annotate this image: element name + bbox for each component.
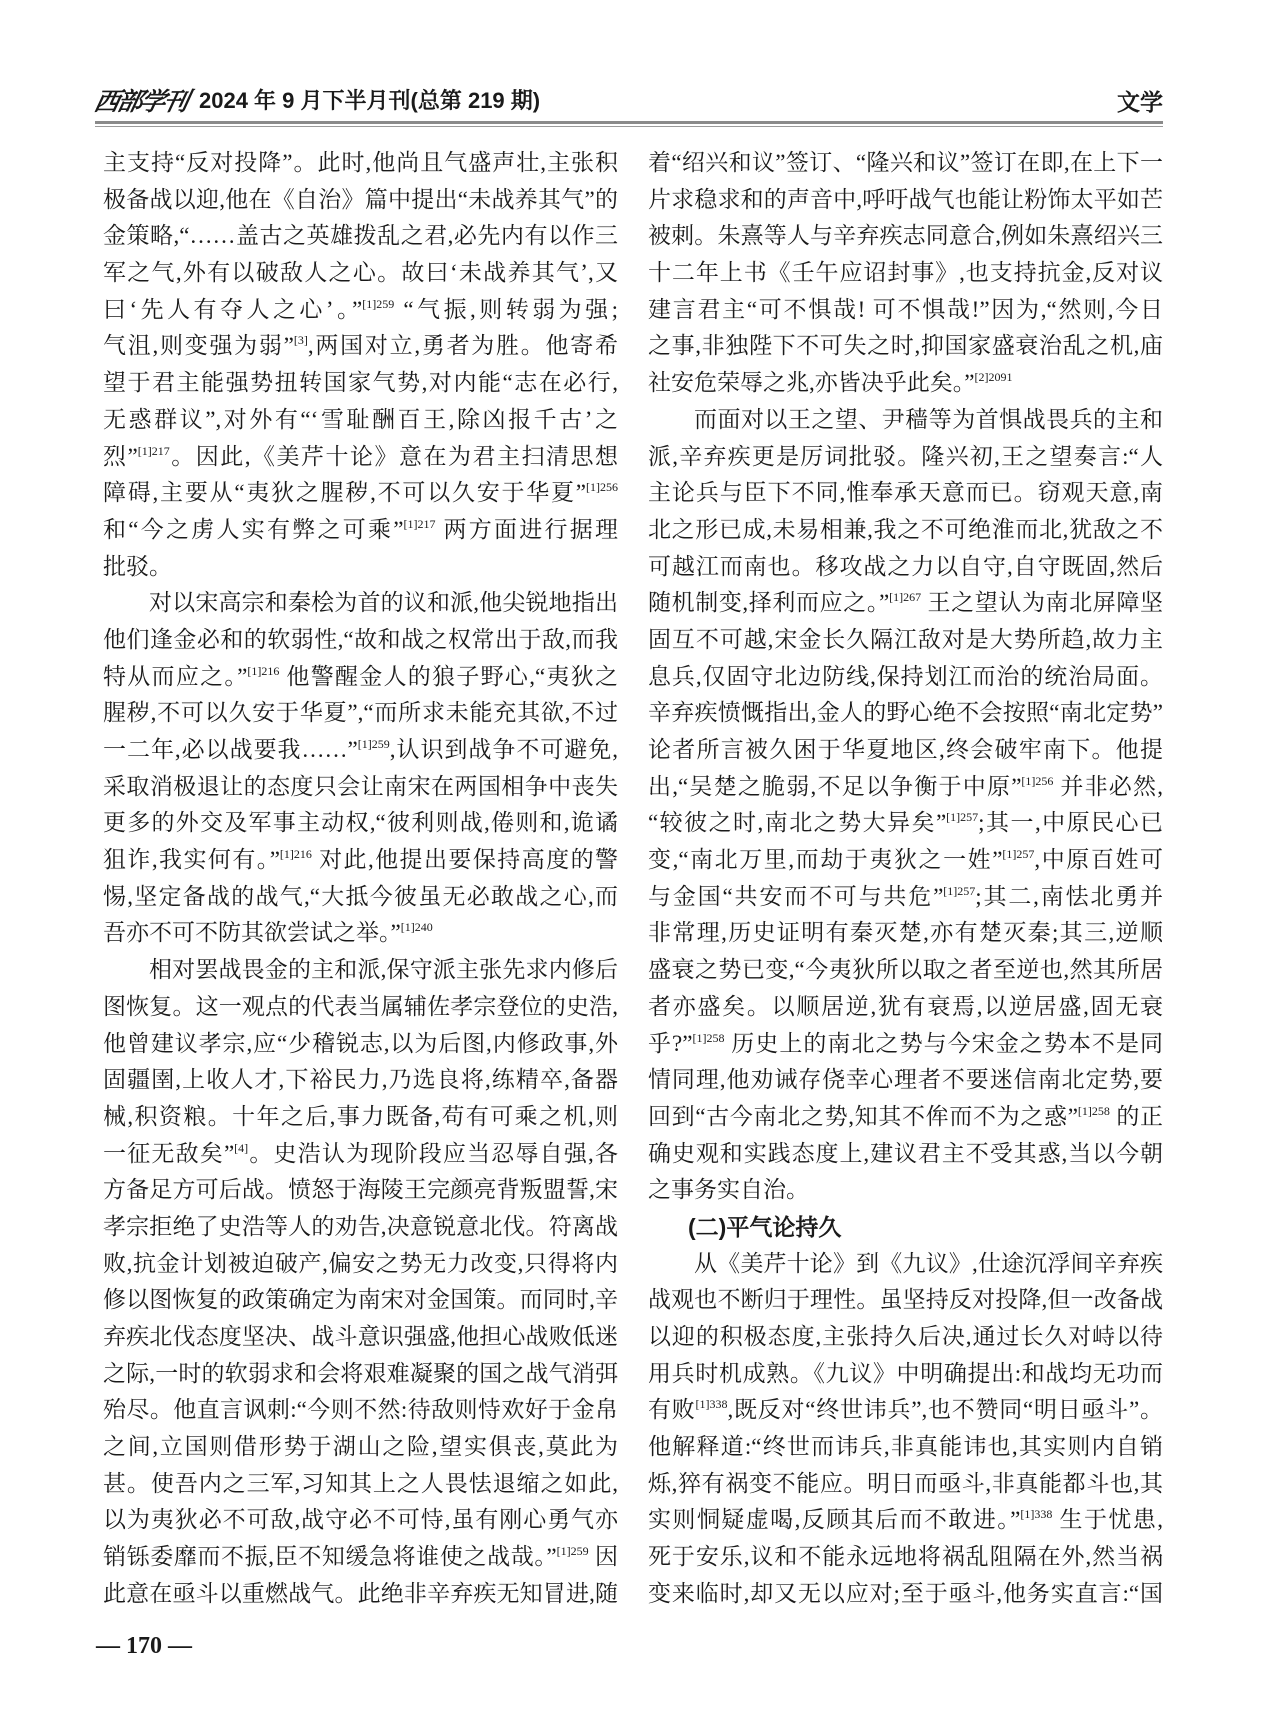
text-line xyxy=(648,1466,1163,1503)
text-line xyxy=(648,879,1163,916)
text-run: 历史上的南北之势与今宋金之势本不是同 xyxy=(724,1030,1163,1056)
text-run: 论者所言被久困于华夏地区,终会破牢南下。他提 xyxy=(648,737,1163,762)
text-line xyxy=(648,1576,1163,1613)
text-run: 他们逢金必和的软弱性,“故和战之权常出于敌,而我 xyxy=(103,626,618,652)
text-line xyxy=(648,439,1163,476)
text-run: 特从而应之。” xyxy=(103,663,248,689)
text-line xyxy=(648,585,1163,622)
text-line xyxy=(103,1356,618,1393)
header-rule xyxy=(95,121,1163,124)
citation-superscript: [1]257 xyxy=(946,810,979,825)
text-line xyxy=(648,475,1163,512)
text-run: 实则恫疑虚喝,反顾其后而不敢进。” xyxy=(648,1507,1021,1533)
text-run: 吾亦不可不防其欲尝试之举。” xyxy=(103,920,401,946)
text-run: 因 xyxy=(588,1544,618,1570)
text-line xyxy=(648,622,1163,659)
text-line xyxy=(103,1099,618,1136)
text-line xyxy=(103,1282,618,1319)
text-run: 曰‘先人有夺人之心’。” xyxy=(103,296,363,322)
left-column xyxy=(103,145,618,1613)
text-run: 回到“古今南北之势,知其不侔而不为之惑” xyxy=(648,1103,1078,1129)
citation-superscript: [1]258 xyxy=(692,1030,725,1045)
text-run: ;其二,南怯北勇并 xyxy=(975,883,1163,909)
citation-superscript: [1]240 xyxy=(400,920,433,935)
text-line xyxy=(103,218,618,255)
text-run: 非常理,历史证明有秦灭楚,亦有楚灭秦;其三,逆顺 xyxy=(648,920,1163,946)
text-line xyxy=(648,1319,1163,1356)
text-run: 军之气,外有以破敌人之心。故曰‘未战养其气’,又 xyxy=(103,260,618,286)
text-line xyxy=(103,1246,618,1283)
text-run: 有败 xyxy=(648,1397,696,1423)
text-line xyxy=(648,1026,1163,1063)
text-line xyxy=(103,1576,618,1613)
text-line xyxy=(648,989,1163,1026)
text-run: 方备足方可后战。愤怒于海陵王完颜亮背叛盟誓,宋 xyxy=(103,1177,618,1203)
citation-superscript: [1]259 xyxy=(357,737,390,751)
text-line xyxy=(103,1539,618,1576)
citation-superscript: [1]257 xyxy=(1002,847,1035,862)
text-line xyxy=(103,622,618,659)
text-line xyxy=(103,659,618,696)
text-run: 两方面进行据理 xyxy=(435,516,618,542)
text-line xyxy=(103,1026,618,1063)
page-number: — 170 — xyxy=(96,1633,192,1659)
text-line xyxy=(103,365,618,402)
text-run: ,既反对“终世讳兵”,也不赞同“明日亟斗”。 xyxy=(727,1397,1163,1423)
text-run: 被刺。朱熹等人与辛弃疾志同意合,例如朱熹绍兴三 xyxy=(648,223,1163,249)
text-run: 派,辛弃疾更是厉词批驳。隆兴初,王之望奏言:“人 xyxy=(648,443,1163,469)
text-line xyxy=(648,915,1163,952)
text-line xyxy=(103,842,618,879)
text-run: 他曾建议孝宗,应“少稽锐志,以为后图,内修政事,外 xyxy=(103,1030,618,1056)
text-line xyxy=(103,512,618,549)
text-run: 变,“南北万里,而劫于夷狄之一姓” xyxy=(648,847,1003,873)
text-run: 之事,非独陛下不可失之时,抑国家盛衰治乱之机,庙 xyxy=(648,333,1163,359)
text-line xyxy=(648,549,1163,586)
text-line xyxy=(103,879,618,916)
text-line xyxy=(103,915,618,952)
text-run: 金策略,“……盖古之英雄拨乱之君,必先内有以作三 xyxy=(103,223,618,249)
text-line xyxy=(648,255,1163,292)
text-run: 惕,坚定备战的战气,“大抵今彼虽无必敢战之心,而 xyxy=(103,883,618,909)
text-line xyxy=(103,328,618,365)
text-line xyxy=(103,439,618,476)
text-run: 对此,他提出要保持高度的警 xyxy=(311,847,618,873)
text-run: 障碍,主要从“夷狄之腥秽,不可以久安于华夏” xyxy=(103,480,586,506)
text-run: 更多的外交及军事主动权,“彼利则战,倦则和,诡谲 xyxy=(103,810,618,836)
text-run: 并非必然, xyxy=(1053,773,1163,799)
citation-superscript: [1]216 xyxy=(247,663,280,678)
text-run: 从《美芹十论》到《九议》,仕途沉浮间辛弃疾 xyxy=(694,1250,1163,1276)
text-line xyxy=(648,952,1163,989)
text-run: 盛衰之势已变,“今夷狄所以取之者至逆也,然其所居 xyxy=(648,957,1163,983)
text-line xyxy=(103,402,618,439)
text-run: 败,抗金计划被迫破产,偏安之势无力改变,只得将内 xyxy=(103,1250,618,1276)
text-line xyxy=(103,145,618,182)
text-run: 殆尽。他直言讽刺:“今则不然:待敌则恃欢好于金帛 xyxy=(103,1397,618,1423)
running-header xyxy=(91,82,1163,118)
text-run: “气振,则转弱为强; xyxy=(394,296,618,322)
text-run: 气沮,则变强为弱” xyxy=(103,333,294,359)
text-line xyxy=(648,769,1163,806)
text-run: 北之形已成,未易相兼,我之不可绝淮而北,犹敌之不 xyxy=(648,516,1163,542)
text-line xyxy=(648,145,1163,182)
text-run: 变来临时,却又无以应对;至于亟斗,他务实直言:“国 xyxy=(648,1580,1163,1606)
text-run: 乎?” xyxy=(648,1030,693,1056)
citation-superscript: [1]256 xyxy=(1021,773,1054,788)
citation-superscript: [2]2091 xyxy=(974,370,1013,385)
text-run: 对以宋高宗和秦桧为首的议和派,他尖锐地指出 xyxy=(149,590,618,616)
citation-superscript: [1]259 xyxy=(556,1544,589,1559)
text-run: 望于君主能强势扭转国家气势,对内能“志在必行, xyxy=(103,370,618,396)
citation-superscript: [1]258 xyxy=(1077,1103,1110,1118)
text-run: 腥秽,不可以久安于华夏”,“而所求未能充其欲,不过 xyxy=(103,700,618,726)
text-run: 王之望认为南北屏障坚 xyxy=(921,590,1163,616)
text-run: 甚。使吾内之三军,习知其上之人畏怯退缩之如此, xyxy=(103,1470,618,1496)
text-run: 用兵时机成熟。《九议》中明确提出:和战均无功而 xyxy=(648,1360,1163,1386)
text-run: 主论兵与臣下不同,惟奉承天意而已。窃观天意,南 xyxy=(648,480,1163,506)
text-run: 批驳。 xyxy=(103,553,172,579)
text-line xyxy=(648,512,1163,549)
text-line xyxy=(648,365,1163,402)
text-run: 者亦盛矣。以顺居逆,犹有衰焉,以逆居盛,固无衰 xyxy=(648,993,1163,1019)
text-line xyxy=(648,695,1163,732)
citation-superscript: [1]267 xyxy=(889,590,922,605)
text-line xyxy=(103,1319,618,1356)
text-line xyxy=(103,182,618,219)
citation-superscript: [1]338 xyxy=(695,1397,728,1412)
text-line xyxy=(103,1172,618,1209)
text-line xyxy=(648,805,1163,842)
text-run: 修以图恢复的政策确定为南宋对金国策。而同时,辛 xyxy=(103,1287,618,1313)
text-line xyxy=(648,1539,1163,1576)
text-run: 和“今之虏人实有弊之可乘” xyxy=(103,516,404,542)
issue-info: 2024 年 9 月下半月刊(总第 219 期) xyxy=(199,88,541,113)
text-run: 之间,立国则借形势于湖山之险,望实俱丧,莫此为 xyxy=(103,1434,618,1460)
text-line xyxy=(103,805,618,842)
text-line xyxy=(648,1136,1163,1173)
text-run: 辛弃疾愤慨指出,金人的野心绝不会按照“南北定势” xyxy=(648,700,1163,726)
citation-superscript: [1]217 xyxy=(137,443,170,458)
text-run: 随机制变,择利而应之。” xyxy=(648,590,890,616)
text-run: 而面对以王之望、尹穑等为首惧战畏兵的主和 xyxy=(694,406,1163,432)
text-run: ,两国对立,勇者为胜。他寄希 xyxy=(307,333,618,359)
text-run: 。因此,《美芹十论》意在为君主扫清思想 xyxy=(169,443,618,469)
citation-superscript: [1]217 xyxy=(403,516,436,531)
text-run: 烈” xyxy=(103,443,138,469)
text-run: 相对罢战畏金的主和派,保守派主张先求内修后 xyxy=(149,957,618,983)
text-run: “较彼之时,南北之势大异矣” xyxy=(648,810,947,836)
text-line xyxy=(103,1429,618,1466)
text-line xyxy=(648,1282,1163,1319)
text-line xyxy=(103,1502,618,1539)
text-line xyxy=(648,1246,1163,1283)
text-run: 生于忧患, xyxy=(1052,1507,1163,1533)
text-line xyxy=(103,1209,618,1246)
journal-logo: 西部学刊 xyxy=(91,89,190,116)
text-run: 一征无敌矣” xyxy=(103,1140,235,1166)
text-run: 极备战以迎,他在《自治》篇中提出“未战养其气”的 xyxy=(103,186,618,212)
text-line xyxy=(648,182,1163,219)
text-run: 息兵,仅固守北边防线,保持划江而治的统治局面。 xyxy=(648,663,1163,689)
text-run: 械,积资粮。十年之后,事力既备,苟有可乘之机,则 xyxy=(103,1103,618,1129)
right-column xyxy=(648,145,1163,1613)
text-run: 确史观和实践态度上,建议君主不受其惑,当以今朝 xyxy=(648,1140,1163,1166)
text-line xyxy=(103,1466,618,1503)
text-line xyxy=(648,1502,1163,1539)
text-run: 十二年上书《壬午应诏封事》,也支持抗金,反对议 xyxy=(648,260,1163,286)
text-run: ;其一,中原民心已 xyxy=(978,810,1163,836)
text-line xyxy=(648,1429,1163,1466)
text-line xyxy=(648,1099,1163,1136)
text-line xyxy=(103,585,618,622)
text-run: 着“绍兴和议”签订、“隆兴和议”签订在即,在上下一 xyxy=(648,150,1163,175)
text-line xyxy=(648,328,1163,365)
text-run: 无惑群议”,对外有“‘雪耻酬百王,除凶报千古’之 xyxy=(103,406,618,432)
text-run: 建言君主“可不惧哉! 可不惧哉!”因为,“然则,今日 xyxy=(648,296,1163,322)
text-run: ,中原百姓可 xyxy=(1034,847,1163,873)
text-run: 战观也不断归于理性。虽坚持反对投降,但一改备战 xyxy=(648,1287,1163,1313)
text-line xyxy=(648,218,1163,255)
citation-superscript: [1]338 xyxy=(1020,1507,1053,1522)
citation-superscript: [4] xyxy=(234,1140,249,1155)
text-run: 死于安乐,议和不能永远地将祸乱阻隔在外,然当祸 xyxy=(648,1544,1163,1570)
section-label: 文学 xyxy=(1117,89,1163,115)
text-run: 。史浩认为现阶段应当忍辱自强,各 xyxy=(248,1140,618,1166)
text-run: 弃疾北伐态度坚决、战斗意识强盛,他担心战败低迷 xyxy=(103,1324,618,1349)
text-line xyxy=(103,1062,618,1099)
text-line xyxy=(648,402,1163,439)
text-line xyxy=(648,732,1163,769)
text-run: 狙诈,我实何有。” xyxy=(103,847,280,873)
text-line xyxy=(648,1172,1163,1209)
text-run: 他警醒金人的狼子野心,“夷狄之 xyxy=(279,663,618,689)
text-run: 之际,一时的软弱求和会将艰难凝聚的国之战气消弭 xyxy=(103,1360,618,1386)
text-run: 图恢复。这一观点的代表当属辅佐孝宗登位的史浩, xyxy=(103,993,618,1019)
text-run: 孝宗拒绝了史浩等人的劝告,决意锐意北伐。符离战 xyxy=(103,1213,618,1239)
text-run: 主支持“反对投降”。此时,他尚且气盛声壮,主张积 xyxy=(103,150,618,175)
text-line xyxy=(648,1392,1163,1429)
text-line xyxy=(103,549,618,586)
citation-superscript: [3] xyxy=(293,333,308,348)
text-run: 采取消极退让的态度只会让南宋在两国相争中丧失 xyxy=(103,773,618,799)
text-run: 他解释道:“终世而讳兵,非真能讳也,其实则内自销 xyxy=(648,1434,1163,1460)
text-line xyxy=(103,989,618,1026)
text-line xyxy=(103,292,618,329)
text-run: 社安危荣辱之兆,亦皆决乎此矣。” xyxy=(648,370,975,396)
citation-superscript: [1]256 xyxy=(586,480,618,495)
text-run: 销铄委靡而不振,臣不知缓急将谁使之战哉。” xyxy=(103,1544,557,1570)
text-run: 一二年,必以战要我……” xyxy=(103,737,358,762)
text-run: 之事务实自治。 xyxy=(648,1177,809,1203)
citation-superscript: [1]257 xyxy=(943,883,976,898)
text-run: 情同理,他劝诫存侥幸心理者不要迷信南北定势,要 xyxy=(648,1067,1163,1093)
text-line xyxy=(103,255,618,292)
text-run: 以为夷狄必不可敌,战守必不可恃,虽有刚心勇气亦 xyxy=(103,1507,618,1533)
text-line xyxy=(648,659,1163,696)
text-line xyxy=(103,695,618,732)
text-line xyxy=(103,1392,618,1429)
header-rule-thin xyxy=(95,126,1163,127)
citation-superscript: [1]216 xyxy=(279,847,312,862)
text-run: ,认识到战争不可避免, xyxy=(389,737,618,762)
citation-superscript: [1]259 xyxy=(362,296,395,311)
text-line xyxy=(103,475,618,512)
text-run: 固互不可越,宋金长久隔江敌对是大势所趋,故力主 xyxy=(648,626,1163,652)
text-line xyxy=(648,1062,1163,1099)
text-run: 的正 xyxy=(1109,1103,1163,1129)
text-line xyxy=(103,732,618,769)
text-run: 出,“吴楚之脆弱,不足以争衡于中原” xyxy=(648,773,1022,799)
text-line xyxy=(103,952,618,989)
text-run: 与金国“共安而不可与共危” xyxy=(648,883,944,909)
text-line xyxy=(103,769,618,806)
text-line xyxy=(648,1356,1163,1393)
text-run: 烁,猝有祸变不能应。明日而亟斗,非真能都斗也,其 xyxy=(648,1470,1163,1496)
text-line xyxy=(103,1136,618,1173)
text-run: 可越江而南也。移攻战之力以自守,自守既固,然后 xyxy=(648,553,1163,579)
text-line xyxy=(648,292,1163,329)
text-run: 片求稳求和的声音中,呼吁战气也能让粉饰太平如芒 xyxy=(648,186,1163,212)
section-heading: (二)平气论持久 xyxy=(688,1213,842,1240)
text-run: 固疆圉,上收人才,下裕民力,乃选良将,练精卒,备器 xyxy=(103,1067,618,1093)
text-line xyxy=(648,842,1163,879)
text-run: 此意在亟斗以重燃战气。此绝非辛弃疾无知冒进,随 xyxy=(103,1580,618,1606)
text-run: 以迎的积极态度,主张持久后决,通过长久对峙以待 xyxy=(648,1324,1163,1349)
